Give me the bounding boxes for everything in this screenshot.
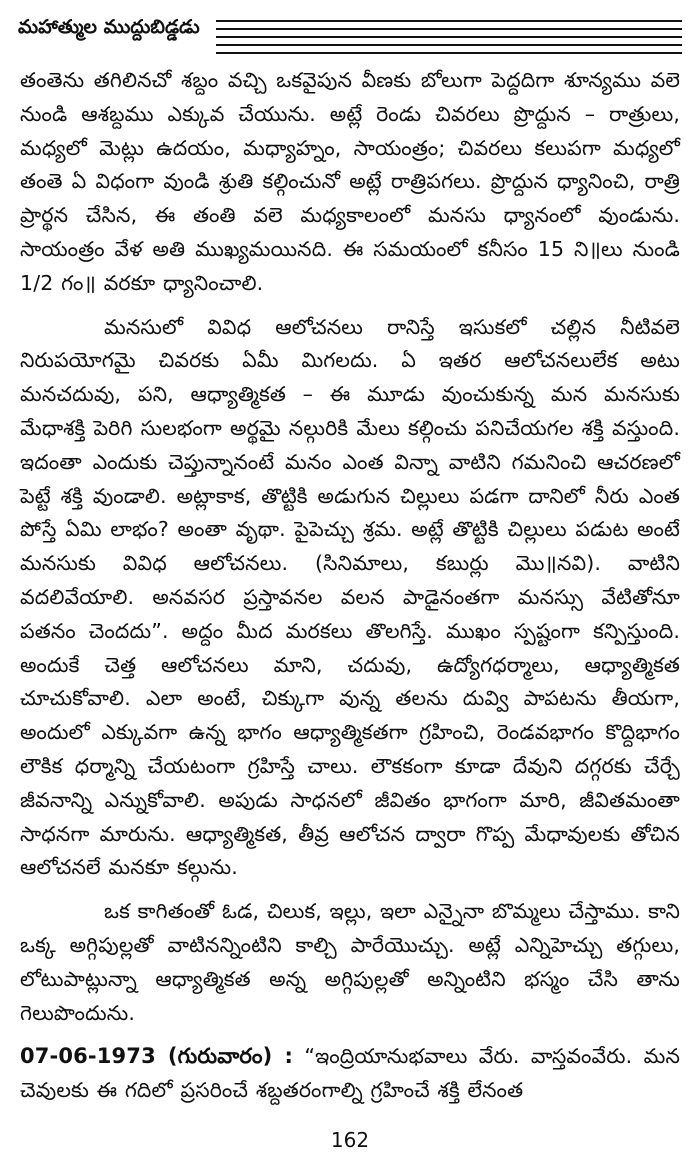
- body-paragraph: ఒక కాగితంతో ఓడ, చిలుక, ఇల్లు, ఇలా ఎన్నైనా బొమ్మలు చేస్తాము. కాని ఒక్క అగ్గిపుల్లతో వాటినన్నింటిని కాల్చి పారేయొచ్చు. అట్లే ఎన్నిహెచ్చు తగ్గులు, లోటుపాట్లున్నా ఆధ్యాత్మికత అన్న అగ్గిపుల్లతో అన్నింటిని భస్మం చేసి తాను గెలుపొందును.: [20, 899, 680, 1025]
- running-header-title: మహాత్ముల ముద్దుబిడ్డడు: [18, 16, 200, 38]
- body-paragraph: మనసులో వివిధ ఆలోచనలు రానిస్తే ఇసుకలో చల్లిన నీటివలె నిరుపయోగమై చివరకు ఏమీ మిగలదు. ఏ ఇతర ఆలోచనలులేక అటు మనచదువు, పని, ఆధ్యాత్మికత – ఈ మూడు వుంచుకున్న మన మనసుకు మేధాశక్తి పెరిగి సులభంగా అర్థమై నల్గురికి మేలు కల్గించు పనిచేయగల శక్తి వస్తుంది. ఇదంతా ఎందుకు చెప్తున్నానంటే మనం ఎంత విన్నా వాటిని గమనించి ఆచరణలో పెట్టే శక్తి వుండాలి. అట్లాకాక, తొట్టికి అడుగున చిల్లులు పడగా దానిలో నీరు ఎంత పోస్తే ఏమి లాభం? అంతా వృథా. పైపెచ్చు శ్రమ. అట్లే తొట్టికి చిల్లులు పడుట అంటే మనసుకు వివిధ ఆలోచనలు. (సినిమాలు, కబుర్లు మొ॥నవి). వాటిని వదలివేయాలి. అనవసర ప్రస్తావనల వలన పాడైనంతగా మనస్సు వేటితోనూ పతనం చెందదు”. అద్దం మీద మరకలు తొలగిస్తే. ముఖం స్పష్టంగా కన్పిస్తుంది. అందుకే చెత్త ఆలోచనలు మాని, చదువు, ఉద్యోగధర్మాలు, ఆధ్యాత్మికత చూచుకోవాలి. ఎలా అంటే, చిక్కుగా వున్న తలను దువ్వి పాపటను తీయగా, అందులో ఎక్కువగా ఉన్న భాగం ఆధ్యాత్మికతగా గ్రహించి, రెండవభాగం కొద్దిభాగం లౌకిక ధర్మాన్ని చేయటంగా గ్రహిస్తే చాలు. లౌకకంగా కూడా దేవుని దగ్గరకు చేర్చే జీవనాన్ని ఎన్నుకోవాలి. అపుడు సాధనలో జీవితం భాగంగా మారి, జీవితమంతా సాధనగా మారును. ఆధ్యాత్మికత, తీవ్ర ఆలోచన ద్వారా గొప్ప మేధావులకు తోచిన ఆలోచనలే మనకూ కల్గును.: [20, 314, 680, 880]
- header-rule: [216, 20, 682, 22]
- page-number: 162: [330, 1128, 370, 1152]
- dated-entry-text: “ఇంద్రియానుభవాలు వేరు. వాస్తవంవేరు. మన చెవులకు ఈ గదిలో ప్రసరించే శబ్దతరంగాల్ని గ్రహించే శక్తి లేనంత: [20, 1044, 680, 1103]
- running-header: [18, 14, 682, 58]
- date-heading: 07-06-1973 (గురువారం) :: [20, 1044, 294, 1069]
- header-rule: [216, 28, 682, 30]
- header-rule: [216, 44, 682, 46]
- page-body: [20, 64, 680, 1108]
- header-rule: [216, 52, 682, 54]
- body-paragraph: తంతెను తగిలినచో శబ్దం వచ్చి ఒకవైపున వీణకు బోలుగా పెద్దదిగా శూన్యము వలె నుండి ఆశబ్దము ఎక్కువ చేయును. అట్లే రెండు చివరలు ప్రొద్దున – రాత్రులు, మధ్యలో మెట్లు ఉదయం, మధ్యాహ్నం, సాయంత్రం; చివరలు కలుపగా మధ్యలో తంతె ఏ విధంగా వుండి శ్రుతి కల్గించునో అట్లే రాత్రిపగలు. ప్రొద్దున ధ్యానించి, రాత్రి ప్రార్థన చేసిన, ఈ తంతి వలె మధ్యకాలంలో మనసు ధ్యానంలో వుండును. సాయంత్రం వేళ అతి ముఖ్యమయినది. ఈ సమయంలో కనీసం 15 ని॥లు నుండి 1/2 గం॥ వరకూ ధ్యానించాలి.: [20, 68, 680, 295]
- header-rules: [216, 20, 682, 60]
- dated-entry: [20, 1040, 680, 1108]
- header-rule: [216, 36, 682, 38]
